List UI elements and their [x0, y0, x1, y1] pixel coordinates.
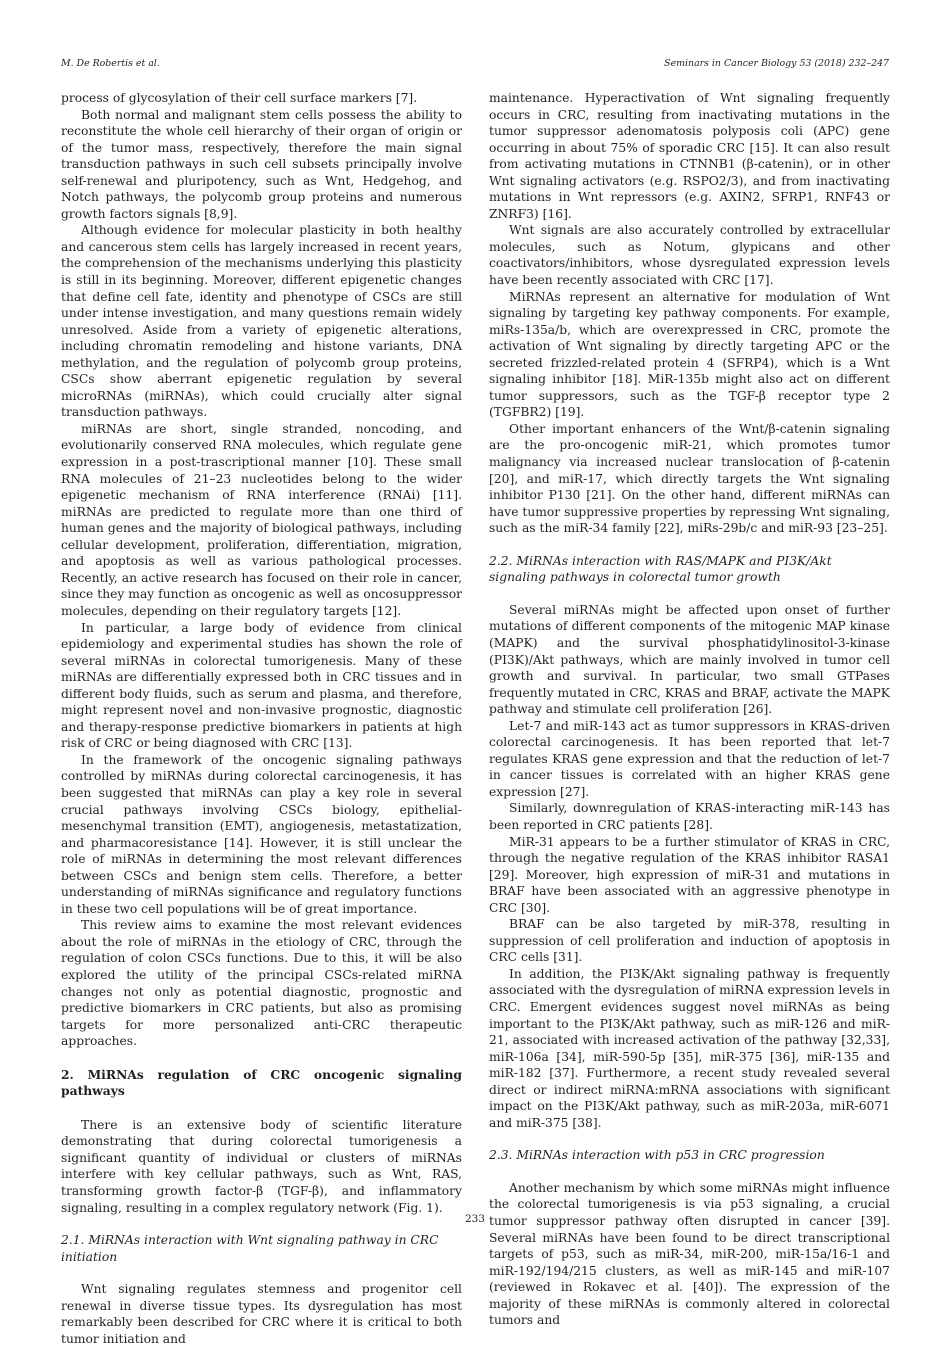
section-heading: 2. MiRNAs regulation of CRC oncogenic signaling pathways [61, 1066, 462, 1099]
paragraph: In particular, a large body of evidence from clinical epidemiology and experimental studies has shown the role of several miRNAs in colorectal tumorigenesis. Many of these miRNAs are differentially expressed both in CRC tissues and in different body fluids, such as serum and plasma, and therefore, might represent novel and non-invasive prognostic, diagnostic and therapy-response predictive biomarkers in patients at high risk of CRC or being diagnosed with CRC [13]. [61, 620, 462, 751]
running-header-authors: M. De Robertis et al. [61, 58, 160, 69]
paragraph: process of glycosylation of their cell surface markers [7]. [61, 91, 418, 105]
subsection-heading: 2.3. MiRNAs interaction with p53 in CRC progression [489, 1148, 825, 1163]
paragraph: There is an extensive body of scientific literature demonstrating that during colorectal tumorigenesis a significant quantity of individual or clusters of miRNAs interfere with key cellular pathways, such as Wnt, RAS, transforming growth factor-β (TGF-β), and inflammatory signaling, resulting in a complex regulatory network (Fig. 1). [61, 1117, 462, 1215]
paragraph: MiR-31 appears to be a further stimulator of KRAS in CRC, through the negative regulation of the KRAS inhibitor RASA1 [29]. Moreover, high expression of miR-31 and mutations in BRAF have been associated with an aggressive phenotype in CRC [30]. [489, 834, 890, 915]
paragraph: Wnt signaling regulates stemness and progenitor cell renewal in diverse tissue types. Its dysregulation has most remarkably been described for CRC where it is critical to both tumor initiation and [61, 1282, 462, 1346]
page-number: 233 [464, 1213, 486, 1225]
paragraph: maintenance. Hyperactivation of Wnt signaling frequently occurs in CRC, resulting from inactivating mutations in the tumor suppressor adenomatosis polyposis coli (APC) gene occurring in about 75% of sporadic CRC [15]. It can also result from activating mutations in CTNNB1 (β-catenin), or in other Wnt signaling activators (e.g. RSPO2/3), and from inactivating mutations in Wnt repressors (e.g. AXIN2, SFRP1, RNF43 or ZNRF3) [16]. [489, 91, 890, 221]
paragraph: Other important enhancers of the Wnt/β-catenin signaling are the pro-oncogenic miR-21, which promotes tumor malignancy via increased nuclear translocation of β-catenin [20], and miR-17, which directly targets the Wnt signaling inhibitor P130 [21]. On the other hand, different miRNAs can have tumor suppressive properties by repressing Wnt signaling, such as the miR-34 family [22], miRs-29b/c and miR-93 [23–25]. [489, 421, 890, 536]
paragraph: This review aims to examine the most relevant evidences about the role of miRNAs in the etiology of CRC, through the regulation of colon CSCs functions. Due to this, it will be also explored the utility of the principal CSCs-related miRNA changes not only as potential diagnostic, prognostic and predictive biomarkers in CRC patients, but also as promising targets for more personalized anti-CRC therapeutic approaches. [61, 918, 462, 1049]
paragraph: Wnt signals are also accurately controlled by extracellular molecules, such as Notum, glypicans and other coactivators/inhibitors, whose dysregulated expression levels have been recently associated with CRC [17]. [489, 223, 890, 288]
paragraph: MiRNAs represent an alternative for modulation of Wnt signaling by targeting key pathway components. For example, miRs-135a/b, which are overexpressed in CRC, promote the activation of Wnt signaling by directly targeting APC or the secreted frizzled-related protein 4 (SFRP4), which is a Wnt signaling inhibitor [18]. MiR-135b might also act on different tumor suppressors, such as the TGF-β receptor type 2 (TGFBR2) [19]. [489, 289, 890, 420]
right-column [489, 90, 890, 1329]
paragraph: In the framework of the oncogenic signaling pathways controlled by miRNAs during colorectal carcinogenesis, it has been suggested that miRNAs can play a key role in several crucial pathways involving CSCs biology, epithelial-mesenchymal transition (EMT), angiogenesis, metastatization, and pharmacoresistance [14]. However, it is still unclear the role of miRNAs in determining the most relevant differences between CSCs and benign stem cells. Therefore, a better understanding of miRNAs significance and regulatory functions in these two cell populations will be of great importance. [61, 752, 462, 916]
paragraph: miRNAs are short, single stranded, noncoding, and evolutionarily conserved RNA molecules, which regulate gene expression in a post-trascriptional manner [10]. These small RNA molecules of 21–23 nucleotides belong to the wider epigenetic mechanism of RNA interference (RNAi) [11]. miRNAs are predicted to regulate more than one third of human genes and the majority of biological pathways, including cellular development, proliferation, differentiation, migration, and apoptosis as well as various pathological processes. Recently, an active research has focused on their role in cancer, since they may function as oncogenic as well as oncosuppressor molecules, depending on their regulatory targets [12]. [61, 421, 462, 618]
paragraph: BRAF can be also targeted by miR-378, resulting in suppression of cell proliferation and induction of apoptosis in CRC cells [31]. [489, 917, 890, 965]
running-header-journal: Seminars in Cancer Biology 53 (2018) 232–247 [664, 58, 889, 69]
paragraph: Several miRNAs might be affected upon onset of further mutations of different components of the mitogenic MAP kinase (MAPK) and the survival phosphatidylinositol-3-kinase (PI3K)/Akt pathways, which are mainly involved in tumor cell growth and survival. In particular, two small GTPases frequently mutated in CRC, KRAS and BRAF, activate the MAPK pathway and stimulate cell proliferation [26]. [489, 602, 890, 717]
paragraph: Another mechanism by which some miRNAs might influence the colorectal tumorigenesis is via p53 signaling, a crucial tumor suppressor pathway often disrupted in cancer [39]. Several miRNAs have been found to be direct transcriptional targets of p53, such as miR-34, miR-200, miR-15a/16-1 and miR-192/194/215 clusters, as well as miR-145 and miR-107 (reviewed in Rokavec et al. [40]). The expression of the majority of these miRNAs is commonly altered in colorectal tumors and [489, 1180, 890, 1328]
subsection-heading: 2.2. MiRNAs interaction with RAS/MAPK and PI3K/Akt signaling pathways in colorectal tumor growth [489, 553, 832, 585]
paragraph: Let-7 and miR-143 act as tumor suppressors in KRAS-driven colorectal carcinogenesis. It has been reported that let-7 regulates KRAS gene expression and that the reduction of let-7 in cancer tissues is correlated with an higher KRAS gene expression [27]. [489, 718, 890, 799]
paragraph: In addition, the PI3K/Akt signaling pathway is frequently associated with the dysregulation of miRNA expression levels in CRC. Emergent evidences suggest novel miRNAs as being important to the PI3K/Akt pathway, such as miR-126 and miR-21, associated with increased activation of the pathway [32,33], miR-106a [34], miR-590-5p [35], miR-375 [36], miR-135 and miR-182 [37]. Furthermore, a recent study revealed several direct or indirect miRNA:mRNA associations with significant impact on the PI3K/Akt pathway, such as miR-203a, miR-6071 and miR-375 [38]. [489, 966, 890, 1130]
left-column [61, 90, 462, 1347]
paragraph: Similarly, downregulation of KRAS-interacting miR-143 has been reported in CRC patients [28]. [489, 801, 890, 832]
paragraph: Although evidence for molecular plasticity in both healthy and cancerous stem cells has largely increased in recent years, the comprehension of the mechanisms underlying this plasticity is still in its beginning. Moreover, different epigenetic changes that define cell fate, identity and phenotype of CSCs are still under intense investigation, and many questions remain widely unresolved. Aside from a variety of epigenetic alterations, including chromatin remodeling and histone variants, DNA methylation, and the regulation of polycomb group proteins, CSCs show aberrant epigenetic regulation by several microRNAs (miRNAs), which could crucially alter signal transduction pathways. [61, 223, 462, 420]
paragraph: Both normal and malignant stem cells possess the ability to reconstitute the whole cell hierarchy of their organ of origin or of the tumor mass, respectively, therefore the main signal transduction pathways in such cell subsets principally involve self-renewal and pluripotency, such as Wnt, Hedgehog, and Notch pathways, the polycomb group proteins and numerous growth factors signals [8,9]. [61, 107, 462, 221]
subsection-heading: 2.1. MiRNAs interaction with Wnt signaling pathway in CRC initiation [61, 1233, 439, 1264]
